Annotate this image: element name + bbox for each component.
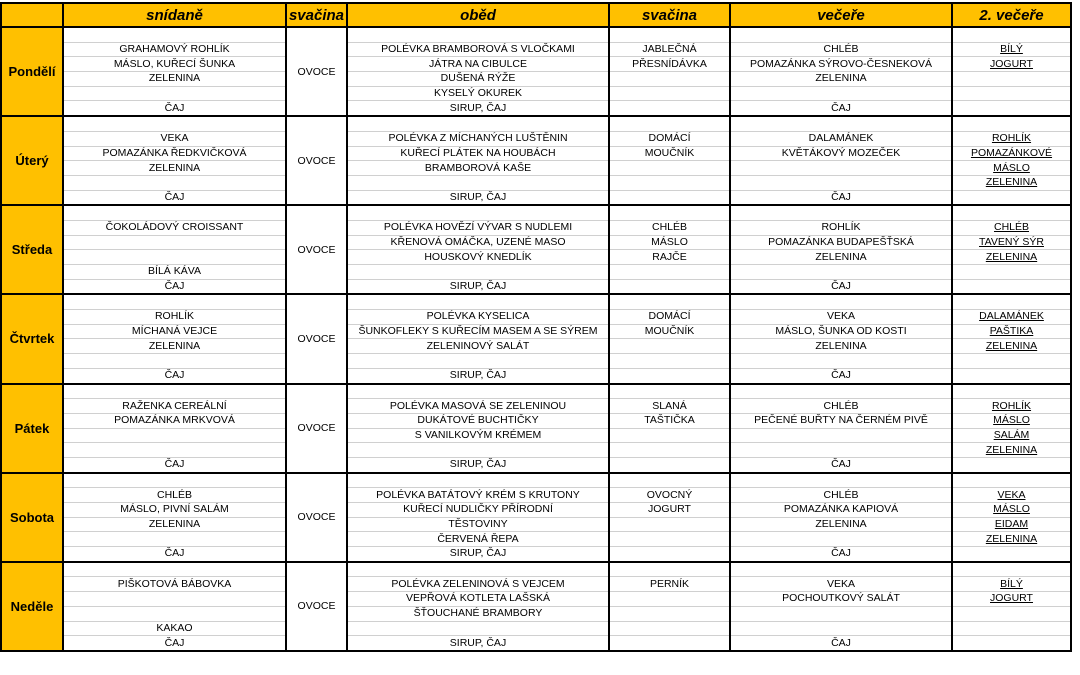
menu-cell-snack-1: OVOCE [286,562,347,651]
menu-cell-second-dinner: MÁSLO [952,161,1071,176]
menu-cell-snack-2 [609,562,730,577]
table-row [1,324,1071,339]
menu-cell-second-dinner: BÍLÝ [952,577,1071,592]
table-row [1,42,1071,57]
menu-cell-dinner: KVĚTÁKOVÝ MOZEČEK [730,146,952,161]
menu-cell-dinner: ČAJ [730,101,952,116]
menu-cell-dinner [730,384,952,399]
menu-cell-lunch [347,116,609,131]
menu-cell-dinner: ČAJ [730,457,952,472]
menu-cell-dinner: CHLÉB [730,399,952,414]
menu-cell-breakfast: ČAJ [63,457,286,472]
menu-cell-dinner: CHLÉB [730,42,952,57]
menu-cell-dinner: ČAJ [730,368,952,383]
menu-cell-snack-2: PŘESNÍDÁVKA [609,57,730,72]
menu-cell-second-dinner [952,636,1071,651]
table-row [1,27,1071,42]
menu-cell-lunch [347,175,609,190]
menu-cell-lunch: POLÉVKA HOVĚZÍ VÝVAR S NUDLEMI [347,220,609,235]
menu-cell-breakfast [63,205,286,220]
header-dinner: večeře [730,3,952,27]
table-row [1,101,1071,116]
menu-cell-lunch: SIRUP, ČAJ [347,101,609,116]
menu-cell-second-dinner [952,354,1071,369]
table-row [1,250,1071,265]
menu-cell-second-dinner [952,205,1071,220]
table-row [1,146,1071,161]
menu-cell-breakfast: ČAJ [63,636,286,651]
menu-cell-dinner: ZELENINA [730,250,952,265]
menu-cell-snack-2 [609,339,730,354]
menu-cell-dinner: MÁSLO, ŠUNKA OD KOSTI [730,324,952,339]
table-row [1,294,1071,309]
menu-cell-breakfast [63,250,286,265]
menu-cell-second-dinner: EIDAM [952,517,1071,532]
menu-cell-lunch [347,294,609,309]
menu-cell-lunch [347,265,609,280]
menu-cell-lunch: SIRUP, ČAJ [347,457,609,472]
menu-cell-dinner [730,205,952,220]
menu-cell-breakfast [63,428,286,443]
menu-cell-snack-2: DOMÁCÍ [609,310,730,325]
menu-cell-lunch: POLÉVKA BATÁTOVÝ KRÉM S KRUTONY [347,488,609,503]
table-row [1,384,1071,399]
menu-cell-breakfast: MÁSLO, PIVNÍ SALÁM [63,503,286,518]
menu-cell-lunch [347,562,609,577]
menu-cell-snack-2 [609,205,730,220]
menu-cell-lunch: SIRUP, ČAJ [347,547,609,562]
table-row [1,57,1071,72]
header-corner [1,3,63,27]
table-row [1,220,1071,235]
menu-cell-snack-2 [609,457,730,472]
menu-cell-dinner [730,354,952,369]
menu-cell-lunch: ŠŤOUCHANÉ BRAMBORY [347,606,609,621]
menu-cell-dinner [730,443,952,458]
menu-cell-snack-2 [609,116,730,131]
menu-cell-second-dinner: CHLÉB [952,220,1071,235]
menu-cell-lunch: DUKÁTOVÉ BUCHTIČKY [347,413,609,428]
menu-cell-lunch [347,473,609,488]
menu-cell-second-dinner: ZELENINA [952,250,1071,265]
menu-cell-snack-2 [609,161,730,176]
menu-cell-breakfast: POMAZÁNKA ŘEDKVIČKOVÁ [63,146,286,161]
menu-cell-dinner: CHLÉB [730,488,952,503]
menu-cell-breakfast: CHLÉB [63,488,286,503]
table-row [1,175,1071,190]
menu-cell-lunch: VEPŘOVÁ KOTLETA LAŠSKÁ [347,592,609,607]
menu-cell-second-dinner [952,547,1071,562]
menu-cell-lunch [347,354,609,369]
menu-cell-breakfast: PIŠKOTOVÁ BÁBOVKA [63,577,286,592]
menu-cell-snack-1: OVOCE [286,384,347,473]
menu-cell-breakfast [63,116,286,131]
table-row [1,205,1071,220]
menu-cell-lunch: KŘENOVÁ OMÁČKA, UZENÉ MASO [347,235,609,250]
menu-cell-dinner: POCHOUTKOVÝ SALÁT [730,592,952,607]
menu-cell-breakfast [63,532,286,547]
table-row [1,443,1071,458]
menu-cell-breakfast: MÁSLO, KUŘECÍ ŠUNKA [63,57,286,72]
menu-cell-snack-2 [609,294,730,309]
menu-cell-breakfast: ČAJ [63,279,286,294]
menu-cell-breakfast: VEKA [63,131,286,146]
menu-cell-snack-2 [609,354,730,369]
menu-cell-second-dinner [952,27,1071,42]
menu-cell-breakfast [63,294,286,309]
table-row [1,161,1071,176]
menu-cell-breakfast [63,384,286,399]
menu-cell-second-dinner: SALÁM [952,428,1071,443]
menu-cell-snack-2: MOUČNÍK [609,146,730,161]
menu-cell-snack-2: MOUČNÍK [609,324,730,339]
table-row [1,399,1071,414]
menu-cell-snack-2 [609,592,730,607]
menu-cell-dinner [730,606,952,621]
menu-cell-snack-2 [609,86,730,101]
menu-cell-breakfast [63,443,286,458]
day-label: Sobota [1,473,63,562]
menu-cell-dinner: ČAJ [730,547,952,562]
menu-cell-second-dinner [952,621,1071,636]
table-row [1,368,1071,383]
menu-cell-snack-2: JOGURT [609,503,730,518]
menu-cell-snack-2: DOMÁCÍ [609,131,730,146]
menu-cell-dinner: POMAZÁNKA SÝROVO-ČESNEKOVÁ [730,57,952,72]
menu-cell-breakfast [63,86,286,101]
menu-cell-lunch [347,27,609,42]
menu-cell-snack-2: PERNÍK [609,577,730,592]
day-label: Úterý [1,116,63,205]
table-row [1,116,1071,131]
menu-cell-lunch: SIRUP, ČAJ [347,190,609,205]
menu-cell-snack-2 [609,547,730,562]
menu-cell-dinner: ZELENINA [730,517,952,532]
menu-cell-second-dinner [952,457,1071,472]
menu-cell-snack-2 [609,606,730,621]
menu-cell-second-dinner [952,72,1071,87]
menu-cell-breakfast: ZELENINA [63,161,286,176]
table-row [1,621,1071,636]
menu-cell-dinner: POMAZÁNKA KAPIOVÁ [730,503,952,518]
menu-cell-snack-2: SLANÁ [609,399,730,414]
menu-cell-breakfast [63,27,286,42]
menu-cell-breakfast [63,235,286,250]
menu-cell-breakfast: GRAHAMOVÝ ROHLÍK [63,42,286,57]
menu-cell-second-dinner: ROHLÍK [952,131,1071,146]
menu-cell-dinner: DALAMÁNEK [730,131,952,146]
menu-cell-dinner: ČAJ [730,636,952,651]
menu-cell-lunch: POLÉVKA BRAMBOROVÁ S VLOČKAMI [347,42,609,57]
menu-cell-dinner: PEČENÉ BUŘTY NA ČERNÉM PIVĚ [730,413,952,428]
menu-cell-second-dinner: JOGURT [952,57,1071,72]
menu-cell-snack-2: OVOCNÝ [609,488,730,503]
menu-cell-breakfast: ZELENINA [63,72,286,87]
menu-cell-snack-2: RAJČE [609,250,730,265]
menu-cell-second-dinner [952,384,1071,399]
menu-cell-second-dinner: JOGURT [952,592,1071,607]
menu-cell-lunch [347,205,609,220]
table-row [1,473,1071,488]
menu-cell-lunch: KYSELÝ OKUREK [347,86,609,101]
table-row [1,592,1071,607]
header-row [1,3,1071,27]
menu-cell-snack-1: OVOCE [286,205,347,294]
menu-cell-second-dinner: MÁSLO [952,503,1071,518]
menu-cell-lunch [347,384,609,399]
table-row [1,488,1071,503]
menu-cell-breakfast [63,354,286,369]
menu-cell-dinner [730,562,952,577]
menu-cell-lunch: JÁTRA NA CIBULCE [347,57,609,72]
menu-cell-dinner: POMAZÁNKA BUDAPEŠŤSKÁ [730,235,952,250]
menu-cell-second-dinner [952,562,1071,577]
menu-cell-lunch: SIRUP, ČAJ [347,636,609,651]
menu-cell-snack-2 [609,621,730,636]
menu-cell-lunch: SIRUP, ČAJ [347,368,609,383]
table-row [1,279,1071,294]
menu-cell-snack-2: JABLEČNÁ [609,42,730,57]
menu-cell-dinner: ČAJ [730,190,952,205]
menu-cell-lunch [347,443,609,458]
menu-cell-dinner [730,86,952,101]
day-label: Pátek [1,384,63,473]
menu-cell-dinner [730,294,952,309]
menu-cell-snack-2 [609,27,730,42]
menu-cell-dinner [730,621,952,636]
menu-cell-second-dinner: POMAZÁNKOVÉ [952,146,1071,161]
menu-cell-second-dinner [952,473,1071,488]
menu-body [1,27,1071,651]
menu-cell-dinner [730,27,952,42]
header-second-dinner: 2. večeře [952,3,1071,27]
menu-cell-snack-1: OVOCE [286,27,347,116]
day-label: Pondělí [1,27,63,116]
menu-cell-dinner [730,161,952,176]
menu-cell-dinner [730,265,952,280]
header-snack-1: svačina [286,3,347,27]
day-label: Neděle [1,562,63,651]
menu-cell-snack-2 [609,636,730,651]
table-row [1,131,1071,146]
menu-cell-snack-2 [609,265,730,280]
menu-cell-dinner [730,116,952,131]
table-row [1,190,1071,205]
menu-cell-lunch [347,621,609,636]
menu-cell-second-dinner [952,368,1071,383]
menu-cell-second-dinner [952,294,1071,309]
menu-cell-lunch: POLÉVKA ZELENINOVÁ S VEJCEM [347,577,609,592]
menu-cell-breakfast [63,562,286,577]
menu-cell-dinner: ZELENINA [730,339,952,354]
day-label: Středa [1,205,63,294]
menu-cell-second-dinner [952,86,1071,101]
table-row [1,413,1071,428]
menu-cell-breakfast [63,473,286,488]
menu-cell-dinner [730,428,952,443]
table-row [1,562,1071,577]
menu-cell-lunch: ZELENINOVÝ SALÁT [347,339,609,354]
menu-cell-breakfast: ROHLÍK [63,310,286,325]
menu-cell-second-dinner: MÁSLO [952,413,1071,428]
menu-cell-snack-1: OVOCE [286,473,347,562]
table-row [1,532,1071,547]
menu-cell-snack-2 [609,279,730,294]
menu-cell-breakfast: MÍCHANÁ VEJCE [63,324,286,339]
menu-cell-breakfast: ČAJ [63,368,286,383]
menu-cell-second-dinner [952,101,1071,116]
menu-cell-snack-2 [609,532,730,547]
menu-cell-lunch: POLÉVKA Z MÍCHANÝCH LUŠTĚNIN [347,131,609,146]
table-row [1,339,1071,354]
table-row [1,428,1071,443]
menu-cell-dinner [730,175,952,190]
menu-cell-snack-2: CHLÉB [609,220,730,235]
menu-cell-lunch: KUŘECÍ PLÁTEK NA HOUBÁCH [347,146,609,161]
menu-cell-breakfast [63,175,286,190]
menu-cell-lunch: POLÉVKA KYSELICA [347,310,609,325]
menu-cell-second-dinner [952,190,1071,205]
menu-cell-dinner: VEKA [730,310,952,325]
menu-cell-breakfast: POMAZÁNKA MRKVOVÁ [63,413,286,428]
menu-cell-dinner: ZELENINA [730,72,952,87]
menu-cell-lunch: SIRUP, ČAJ [347,279,609,294]
table-row [1,86,1071,101]
menu-cell-snack-2 [609,101,730,116]
menu-cell-snack-2: MÁSLO [609,235,730,250]
menu-cell-second-dinner: ZELENINA [952,443,1071,458]
menu-cell-snack-2 [609,428,730,443]
menu-cell-snack-2 [609,190,730,205]
menu-cell-snack-2: TAŠTIČKA [609,413,730,428]
menu-cell-dinner: ROHLÍK [730,220,952,235]
menu-cell-breakfast: ZELENINA [63,339,286,354]
menu-cell-snack-2 [609,175,730,190]
menu-cell-second-dinner [952,606,1071,621]
menu-cell-snack-2 [609,443,730,458]
table-row [1,235,1071,250]
menu-cell-lunch: HOUSKOVÝ KNEDLÍK [347,250,609,265]
menu-cell-snack-2 [609,72,730,87]
menu-cell-snack-1: OVOCE [286,294,347,383]
table-row [1,310,1071,325]
menu-cell-lunch: POLÉVKA MASOVÁ SE ZELENINOU [347,399,609,414]
menu-cell-dinner: ČAJ [730,279,952,294]
menu-cell-second-dinner: VEKA [952,488,1071,503]
menu-cell-breakfast: ZELENINA [63,517,286,532]
menu-cell-second-dinner [952,265,1071,280]
menu-cell-lunch: DUŠENÁ RÝŽE [347,72,609,87]
menu-cell-breakfast: ČAJ [63,547,286,562]
menu-cell-second-dinner: ZELENINA [952,532,1071,547]
menu-cell-second-dinner [952,116,1071,131]
menu-cell-second-dinner: ZELENINA [952,339,1071,354]
menu-cell-breakfast [63,592,286,607]
header-lunch: oběd [347,3,609,27]
menu-cell-snack-2 [609,517,730,532]
menu-cell-breakfast: KAKAO [63,621,286,636]
menu-cell-second-dinner: ZELENINA [952,175,1071,190]
table-row [1,354,1071,369]
table-row [1,636,1071,651]
menu-cell-dinner: VEKA [730,577,952,592]
header-breakfast: snídaně [63,3,286,27]
menu-cell-lunch: TĚSTOVINY [347,517,609,532]
menu-cell-second-dinner: ROHLÍK [952,399,1071,414]
menu-cell-breakfast: ČOKOLÁDOVÝ CROISSANT [63,220,286,235]
menu-cell-breakfast: ČAJ [63,190,286,205]
day-label: Čtvrtek [1,294,63,383]
menu-cell-snack-2 [609,384,730,399]
menu-cell-dinner [730,532,952,547]
menu-cell-second-dinner [952,279,1071,294]
menu-cell-breakfast: ČAJ [63,101,286,116]
table-row [1,577,1071,592]
menu-cell-snack-1: OVOCE [286,116,347,205]
menu-cell-lunch: ŠUNKOFLEKY S KUŘECÍM MASEM A SE SÝREM [347,324,609,339]
menu-cell-second-dinner: BÍLÝ [952,42,1071,57]
table-row [1,517,1071,532]
menu-cell-lunch: ČERVENÁ ŘEPA [347,532,609,547]
menu-cell-snack-2 [609,473,730,488]
menu-cell-lunch: KUŘECÍ NUDLIČKY PŘÍRODNÍ [347,503,609,518]
menu-cell-second-dinner: PAŠTIKA [952,324,1071,339]
menu-cell-lunch: BRAMBOROVÁ KAŠE [347,161,609,176]
menu-cell-lunch: S VANILKOVÝM KRÉMEM [347,428,609,443]
menu-cell-snack-2 [609,368,730,383]
table-row [1,606,1071,621]
table-row [1,503,1071,518]
table-row [1,72,1071,87]
weekly-menu-table [0,2,1072,652]
menu-cell-breakfast: BÍLÁ KÁVA [63,265,286,280]
table-row [1,547,1071,562]
header-snack-2: svačina [609,3,730,27]
table-row [1,265,1071,280]
menu-cell-breakfast: RAŽENKA CEREÁLNÍ [63,399,286,414]
menu-cell-dinner [730,473,952,488]
menu-cell-second-dinner: DALAMÁNEK [952,310,1071,325]
table-row [1,457,1071,472]
menu-cell-second-dinner: TAVENÝ SÝR [952,235,1071,250]
menu-cell-breakfast [63,606,286,621]
